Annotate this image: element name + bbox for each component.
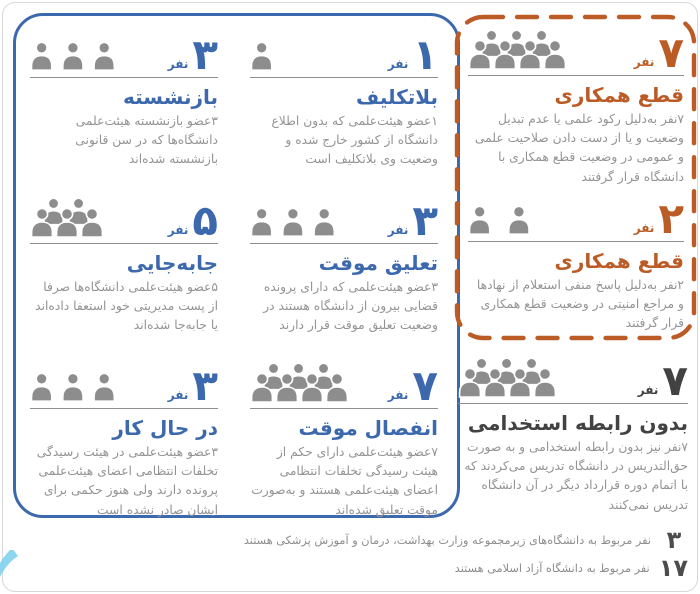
card-title: جابه‌جایی: [126, 251, 218, 275]
people-group-icon: [458, 357, 559, 398]
card-header: [30, 359, 218, 410]
card-no-employment-relation: [458, 354, 688, 515]
count: [637, 355, 688, 405]
divider: [250, 77, 438, 78]
count: [387, 360, 438, 410]
card-description: ۵عضو هیئت‌علمی دانشگاه‌ها صرفا از پست مدیریتی خود استعفا داده‌اند یا جابه‌جا شده‌اند: [35, 280, 218, 333]
footnote-azad-university: [455, 556, 688, 580]
card-header: [250, 194, 438, 245]
people-group-icon: [468, 204, 531, 236]
count-number: ۵: [192, 195, 218, 245]
card-description: ۲نفر به‌دلیل پاسخ منفی استعلام از نهادها و مراجع امنیتی در وضعیت قطع همکاری قرار گرفتند: [476, 278, 684, 331]
card-cooperation-cut-7: [468, 26, 684, 187]
footnote-text: نفر مربوط به دانشگاه آزاد اسلامی هستند: [454, 561, 650, 575]
card-title: تعلیق موقت: [318, 251, 438, 275]
card-title: قطع همکاری: [554, 83, 684, 107]
divider: [250, 243, 438, 244]
card-working: [30, 359, 218, 520]
count-unit: نفر: [633, 55, 655, 69]
card-header: [250, 28, 438, 79]
card-title: بازنشسته: [122, 85, 218, 109]
people-group-icon: [30, 197, 106, 238]
card-relocation: [30, 194, 218, 336]
card-description: ۳عضو بازنشسته هیئت‌علمی دانشگاه‌ها که در سن قانونی بازنشسته شده‌اند: [75, 114, 218, 167]
count: [387, 29, 438, 79]
card-header: [468, 26, 684, 77]
count-unit: نفر: [637, 383, 659, 397]
card-header: [250, 359, 438, 410]
count-number: ۳: [192, 29, 218, 79]
card-description: ۷عضو هیئت‌علمی دارای حکم از هیئت رسیدگی تخلفات انتظامی اعضای هیئت‌علمی هستند و به‌صورت موقت تعلیق شده‌اند: [251, 445, 438, 517]
count: [633, 193, 684, 243]
card-description: ۳عضو هیئت‌علمی در هیئت رسیدگی تخلفات انتظامی اعضای هیئت‌علمی پرونده دارند ولی هنوز حکمی برای ایشان صادر نشده است: [36, 445, 218, 517]
divider: [30, 408, 218, 409]
card-title: بدون رابطه استخدامی: [467, 411, 688, 435]
people-group-icon: [250, 40, 274, 72]
card-undetermined: [250, 28, 438, 170]
count-unit: نفر: [633, 221, 655, 235]
count: [167, 360, 218, 410]
card-header: [30, 28, 218, 79]
people-group-icon: [30, 40, 116, 72]
corner-logo-fragment-icon: [0, 550, 24, 594]
count-number: ۳: [412, 195, 438, 245]
count: [167, 29, 218, 79]
people-group-icon: [30, 371, 116, 403]
card-description: ۱عضو هیئت‌علمی که بدون اطلاع دانشگاه از کشور خارج شده و وضعیت وی بلاتکلیف است: [271, 114, 438, 167]
count-unit: نفر: [387, 388, 409, 402]
footnote-number: ۳: [666, 526, 682, 554]
count-unit: نفر: [167, 388, 189, 402]
card-title: انفصال موقت: [298, 416, 438, 440]
card-cooperation-cut-2: [468, 192, 684, 334]
divider: [30, 243, 218, 244]
count: [167, 195, 218, 245]
card-description: ۷نفر به‌دلیل رکود علمی یا عدم تبدیل وضعیت و یا از دست دادن صلاحیت علمی و عمومی در وضعیت قطع همکاری با دانشگاه قرار گرفتند: [474, 112, 684, 184]
divider: [468, 241, 684, 242]
count-unit: نفر: [167, 223, 189, 237]
card-header: [468, 192, 684, 243]
divider: [250, 408, 438, 409]
card-title: بلاتکلیف: [356, 85, 438, 109]
count-unit: نفر: [167, 57, 189, 71]
count-number: ۳: [192, 360, 218, 410]
count-number: ۷: [412, 360, 438, 410]
card-title: در حال کار: [112, 416, 218, 440]
footnote-health-ministry: [244, 528, 688, 552]
count-unit: نفر: [387, 57, 409, 71]
count-unit: نفر: [387, 223, 409, 237]
card-description: ۳عضو هیئت‌علمی که دارای پرونده قضایی بیرون از دانشگاه هستند در وضعیت تعلیق موقت قرار دارند: [263, 280, 438, 333]
card-title: قطع همکاری: [554, 249, 684, 273]
footnote-text: نفر مربوط به دانشگاه‌های زیرمجموعه وزارت بهداشت، درمان و آموزش پزشکی هستند: [243, 533, 651, 547]
footnote-number: ۱۷: [658, 554, 688, 582]
count-number: ۷: [658, 27, 684, 77]
count: [633, 27, 684, 77]
card-temporary-suspension: [250, 194, 438, 336]
people-group-icon: [250, 206, 336, 238]
card-retired: [30, 28, 218, 170]
count-number: ۷: [662, 355, 688, 405]
count: [387, 195, 438, 245]
card-description: ۷نفر نیز بدون رابطه استخدامی و به صورت حق‌التدریس در دانشگاه تدریس می‌کردند که با اتمام دوره قرارداد دیگر در آن دانشگاه تدریس نمی‌کنند: [464, 440, 688, 512]
card-header: [30, 194, 218, 245]
divider: [458, 403, 688, 404]
divider: [468, 75, 684, 76]
people-group-icon: [250, 362, 351, 403]
people-group-icon: [468, 29, 569, 70]
card-header: [458, 354, 688, 405]
divider: [30, 77, 218, 78]
card-temporary-dismissal: [250, 359, 438, 520]
count-number: ۱: [412, 29, 438, 79]
count-number: ۲: [658, 193, 684, 243]
